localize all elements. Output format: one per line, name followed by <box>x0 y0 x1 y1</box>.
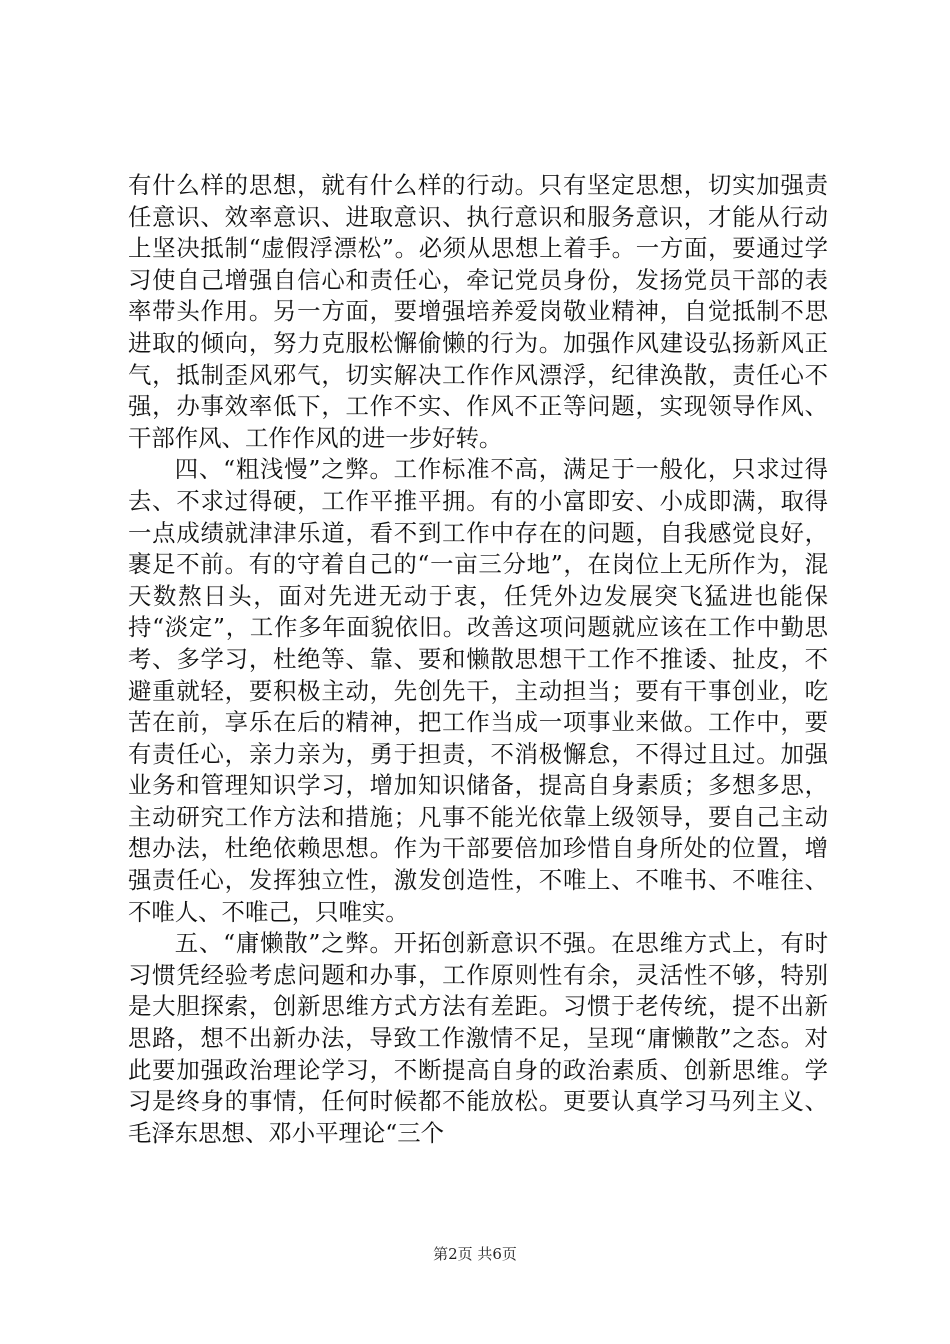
document-body <box>128 170 828 1149</box>
paragraph-1: 有什么样的思想，就有什么样的行动。只有坚定思想，切实加强责任意识、效率意识、进取意识、执行意识和服务意识，才能从行动上坚决抵制“虚假浮漂松”。必须从思想上着手。一方面，要通过学习使自己增强自信心和责任心，牵记党员身份，发扬党员干部的表率带头作用。另一方面，要增强培养爱岗敬业精神，自觉抵制不思进取的倾向，努力克服松懈偷懒的行为。加强作风建设弘扬新风正气，抵制歪风邪气，切实解决工作作风漂浮，纪律涣散，责任心不强，办事效率低下，工作不实、作风不正等问题，实现领导作风、干部作风、工作作风的进一步好转。 <box>128 171 828 452</box>
paragraph-2: 四、“粗浅慢”之弊。工作标准不高，满足于一般化，只求过得去、不求过得硬，工作平推平拥。有的小富即安、小成即满，取得一点成绩就津津乐道，看不到工作中存在的问题，自我感觉良好，裹足不前。有的守着自己的“一亩三分地”，在岗位上无所作为，混天数熬日头，面对先进无动于衷，任凭外边发展突飞猛进也能保持“淡定”，工作多年面貌依旧。改善这项问题就应该在工作中勤思考、多学习，杜绝等、靠、要和懒散思想干工作不推诿、扯皮，不避重就轻，要积极主动，先创先干，主动担当；要有干事创业，吃苦在前，享乐在后的精神，把工作当成一项事业来做。工作中，要有责任心，亲力亲为，勇于担责，不消极懈怠，不得过且过。加强业务和管理知识学习，增加知识储备，提高自身素质；多想多思，主动研究工作方法和措施；凡事不能光依靠上级领导，要自己主动想办法，杜绝依赖思想。作为干部要倍加珍惜自身所处的位置，增强责任心，发挥独立性，激发创造性，不唯上、不唯书、不唯往、不唯人、不唯己，只唯实。 <box>128 455 828 926</box>
paragraph-3: 五、“庸懒散”之弊。开拓创新意识不强。在思维方式上，有时习惯凭经验考虑问题和办事，工作原则性有余，灵活性不够，特别是大胆探索，创新思维方式方法有差距。习惯于老传统，提不出新思路，想不出新办法，导致工作激情不足，呈现“庸懒散”之态。对此要加强政治理论学习，不断提高自身的政治素质、创新思维。学习是终身的事情，任何时候都不能放松。更要认真学习马列主义、毛泽东思想、邓小平理论“三个 <box>128 929 828 1147</box>
page-number-footer: 第2页 共6页 <box>433 1245 517 1263</box>
